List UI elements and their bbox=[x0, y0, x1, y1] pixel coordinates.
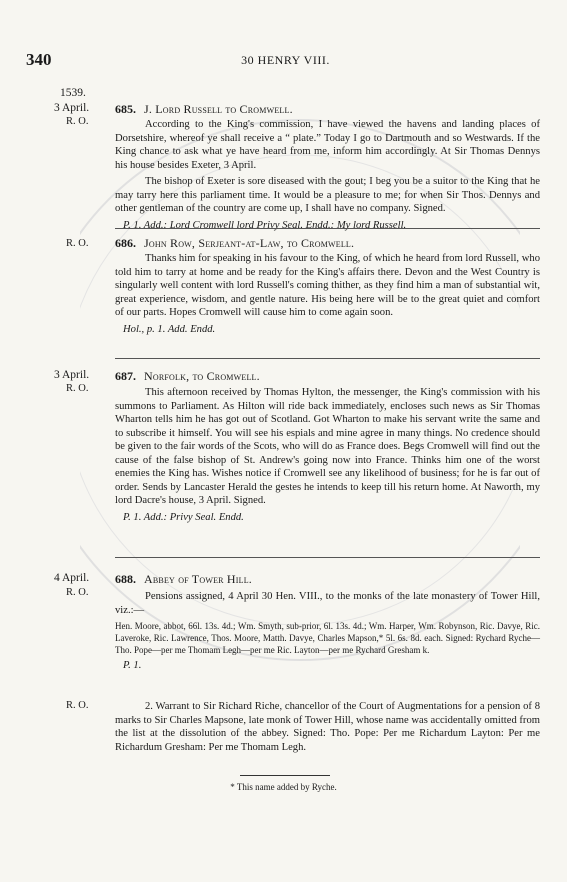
entry-title: Norfolk, to Cromwell. bbox=[144, 369, 260, 383]
entry-688-2-body bbox=[115, 700, 540, 757]
entry-685-date: 3 April. bbox=[54, 102, 90, 114]
entry-endorsement: P. 1. Add.: Privy Seal. Endd. bbox=[123, 511, 244, 523]
footnote: * This name added by Ryche. bbox=[230, 782, 337, 792]
divider bbox=[115, 228, 540, 229]
entry-paragraph: This afternoon received by Thomas Hylton, the messenger, the King's commission with his summons to Parliament. As Hilton will ride back immediately, encloses such news as Sir Thomas Wharton tells him he has got out of Scotland. Got Wharton to make his servant write the same and to subscribe it himself. You will see his espials and mine agree in many things. No credence should be given to the fair words of the Scots, who will do as France does. Begs Cromwell will find out the cause of the false bishop of St. Andrew's going now into France. Thinks him one of the worst enemies the King has. Wishes notice if Cromwell see any likelihood of business; for he is far out of order. Sends by Lancaster Herald the gestes he intends to keep till his return home. At Naworth, my lord Dacre's house, 3 April. Signed. bbox=[115, 387, 540, 506]
entry-687-date: 3 April. bbox=[54, 369, 90, 381]
entry-paragraph: Pensions assigned, 4 April 30 Hen. VIII., to the monks of the late monastery of Tower Hill, viz.:— bbox=[115, 591, 540, 616]
entry-number: 685. bbox=[115, 102, 136, 116]
entry-number: 688. bbox=[115, 572, 136, 586]
year-label: 1539. bbox=[60, 87, 86, 99]
entry-688-body bbox=[115, 590, 540, 676]
entry-686-source: R. O. bbox=[66, 238, 89, 249]
entry-endorsement: P. 1. bbox=[123, 660, 142, 671]
pension-list: Hen. Moore, abbot, 66l. 13s. 4d.; Wm. Smyth, sub-prior, 6l. 13s. 4d.; Wm. Harper, Wm. Robynson, Ric. Davye, Ric. Laveroke, Ric. Lawrence, Thos. Moore, Matth. Davye, Charles Mapson,* 5l. 6s. 8d. each. Signed: Rychard Ryche—Tho. Pope—per me Thomam Legh—per me Ric. Layton—per me Rychard Gresham k. bbox=[115, 621, 540, 655]
entry-688-source: R. O. bbox=[66, 587, 89, 598]
entry-688-date: 4 April. bbox=[54, 572, 90, 584]
entry-title: John Row, Serjeant-at-Law, to Cromwell. bbox=[144, 236, 355, 250]
entry-paragraph: Thanks him for speaking in his favour to the King, of which he heard from lord Russell, who told him to tarry at home and be ready for the King's affairs there. Devon and the West Country is singularly well content with lord Russell's coming thither, as they find him a man of substantial wit, great experience, wisdom, and gentle nature. His being here will be to the great quiet and comfort of our parts. Hopes Cromwell will cause him to come again soon. bbox=[115, 253, 540, 318]
entry-number: 686. bbox=[115, 236, 136, 250]
entry-686-body bbox=[115, 252, 540, 339]
entry-685-source: R. O. bbox=[66, 116, 89, 127]
entry-paragraph: According to the King's commission, I have viewed the havens and landing places of Dorsetshire, whereof ye shall receive a “ plate.” Today I go to Dartmouth and so Westwards. If the King chance to ask what ye have heard from me, inform him accordingly. At Sir Thomas Dennys his house besides Exeter, 3 April. bbox=[115, 119, 540, 171]
entry-title: J. Lord Russell to Cromwell. bbox=[144, 102, 293, 116]
entry-paragraph: 2. Warrant to Sir Richard Riche, chancellor of the Court of Augmentations for a pension of 8 marks to Sir Charles Mapsone, late monk of Tower Hill, whose name was accidentally omitted from the list at the dissolution of the abbey. Signed: Tho. Pope: Per me Richardum Layton: Per me Richardum Gresham: Per me Thomam Legh. bbox=[115, 701, 540, 753]
divider bbox=[115, 358, 540, 359]
entry-685-body bbox=[115, 118, 540, 235]
entry-687-source: R. O. bbox=[66, 383, 89, 394]
page-number: 340 bbox=[26, 50, 52, 69]
divider bbox=[115, 557, 540, 558]
footnote-rule bbox=[240, 775, 330, 776]
entry-687-heading bbox=[115, 369, 260, 384]
entry-endorsement: Hol., p. 1. Add. Endd. bbox=[123, 323, 216, 335]
entry-title: Abbey of Tower Hill. bbox=[144, 572, 252, 586]
entry-687-body bbox=[115, 386, 540, 527]
entry-688-heading bbox=[115, 572, 252, 587]
entry-688-2-source: R. O. bbox=[66, 700, 89, 711]
entry-endorsement: P. 1. Add.: Lord Cromwell lord Privy Seal. Endd.: My lord Russell. bbox=[123, 219, 407, 231]
entry-685-heading bbox=[115, 102, 293, 117]
running-head: 30 HENRY VIII. bbox=[241, 53, 330, 67]
entry-686-heading bbox=[115, 236, 354, 251]
page-header bbox=[26, 50, 545, 70]
entry-number: 687. bbox=[115, 369, 136, 383]
entry-paragraph: The bishop of Exeter is sore diseased with the gout; I beg you be a suitor to the King that he may tarry here this parliament time. It would be a pleasure to me; for when Sir Thos. Dennys and other gentleman of the country are come up, I shall have no company. Signed. bbox=[115, 176, 540, 214]
